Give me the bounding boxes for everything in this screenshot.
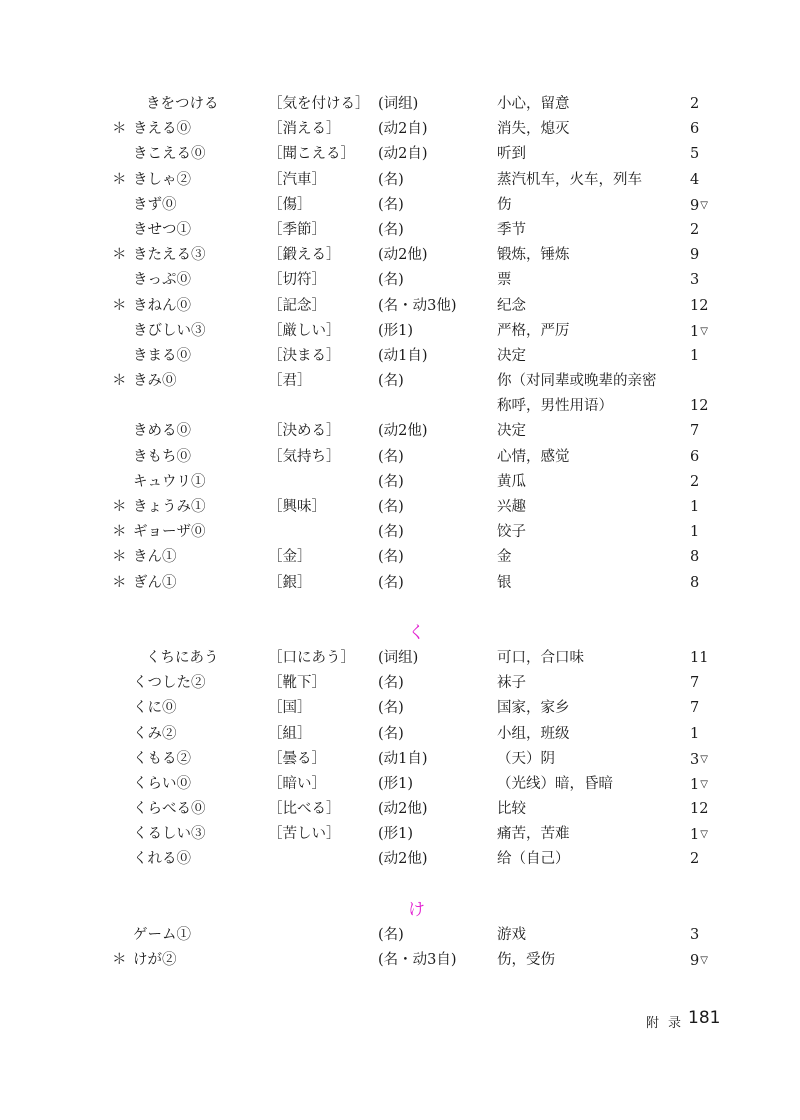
entry-kana: きっぷ⓪ [133,272,191,289]
entry-meaning: 银 [497,574,512,591]
vocab-row [0,92,800,117]
entry-kanji: ［汽車］ [268,171,326,188]
entry-kana: きしゃ② [133,171,191,188]
entry-meaning: 心情，感觉 [497,448,570,465]
part-of-speech: (动2自) [378,121,428,138]
vocab-row [0,394,800,419]
lesson-value: 2 [690,96,700,112]
vocabulary-list [0,92,800,973]
vocab-row [0,696,800,721]
vocab-row [0,571,800,596]
entry-meaning: 严格，严厉 [497,322,570,339]
entry-meaning: 国家，家乡 [497,700,570,717]
lesson-value: 8 [690,574,700,591]
lesson-value: 1 [690,725,700,742]
vocab-row [0,369,800,394]
vocab-row [0,445,800,470]
lesson-number [690,696,699,721]
entry-kanji: ［比べる］ [268,801,341,818]
section-gap [0,596,800,621]
entry-kana: けが② [133,952,177,968]
entry-meaning: 兴趣 [497,499,526,515]
entry-kana: きせつ① [133,221,191,238]
vocab-row [0,797,800,822]
vocab-row [0,948,800,973]
vocab-row [0,243,800,268]
entry-meaning: 饺子 [497,524,526,541]
part-of-speech: (动1自) [378,347,428,364]
entry-kana: きこえる⓪ [133,146,206,163]
entry-meaning: 袜子 [497,675,526,692]
entry-kana: キュウリ① [133,473,206,490]
part-of-speech: (名) [378,549,404,566]
lesson-number [690,142,699,167]
entry-kanji: ［銀］ [268,574,312,591]
lesson-number [690,495,699,520]
vocab-row [0,722,800,747]
part-of-speech: (名) [378,700,404,717]
entry-kana: くらべる⓪ [133,801,206,818]
lesson-value: 7 [690,675,700,692]
entry-meaning: 伤 [497,196,512,213]
vocab-row [0,168,800,193]
entry-meaning: 游戏 [497,926,526,943]
entry-kanji: ［傷］ [268,196,312,213]
lesson-number [690,92,699,117]
entry-kana: きねん⓪ [133,297,191,314]
entry-meaning: 决定 [497,423,526,440]
entry-meaning: 季节 [497,221,526,238]
lesson-number [690,218,699,243]
entry-meaning: （光线）暗，昏暗 [497,775,613,792]
lesson-value: 7 [690,423,700,440]
vocab-row [0,646,800,671]
entry-meaning: 蒸汽机车，火车，列车 [497,171,642,188]
lesson-value: 9 [690,197,700,214]
vocab-row [0,520,800,545]
page-footer [0,1006,800,1036]
vocab-row [0,772,800,797]
triangle-mark-icon: ▽ [700,778,708,790]
vocab-row [0,268,800,293]
entry-kana: ゲーム① [133,926,191,943]
entry-meaning: 小心，留意 [497,96,570,112]
lesson-value: 1 [690,323,700,340]
lesson-value: 2 [690,851,700,868]
part-of-speech: (名) [378,499,404,515]
lesson-value: 12 [690,297,709,314]
part-of-speech: (动2自) [378,146,428,163]
entry-meaning: 锻炼，锤炼 [497,247,570,264]
lesson-value: 3 [690,751,700,768]
entry-kanji: ［組］ [268,725,312,742]
entry-meaning: 称呼，男性用语） [497,398,613,415]
entry-kanji: ［決まる］ [268,347,341,364]
lesson-number [690,847,699,872]
star-mark: ＊ [112,574,127,591]
entry-meaning: 金 [497,549,512,566]
entry-meaning: 痛苦，苦难 [497,826,570,843]
entry-kanji: ［苦しい］ [268,826,341,843]
entry-kana: きまる⓪ [133,347,191,364]
entry-kana: くらい⓪ [133,775,191,792]
star-mark: ＊ [112,121,127,138]
section-heading-text: く [408,622,425,643]
vocab-row [0,117,800,142]
entry-kana: くもる② [133,750,191,767]
vocab-row [0,545,800,570]
entry-meaning: 黄瓜 [497,473,526,490]
entry-kana: きびしい③ [133,322,206,339]
entry-kanji: ［気持ち］ [268,448,341,465]
entry-kanji: ［曇る］ [268,750,326,767]
part-of-speech: (词组) [378,96,419,112]
lesson-number [690,117,699,142]
lesson-value: 1 [690,827,700,844]
entry-kanji: ［興味］ [268,499,326,515]
lesson-value: 3 [690,272,700,289]
lesson-value: 5 [690,146,700,163]
entry-kanji: ［国］ [268,700,312,717]
entry-meaning: 可口，合口味 [497,649,584,666]
vocab-row [0,470,800,495]
entry-kana: きたえる③ [133,247,206,264]
lesson-value: 12 [690,801,709,818]
lesson-number [690,243,699,268]
part-of-speech: (名・动3他) [378,297,457,314]
star-mark: ＊ [112,297,127,314]
entry-kanji: ［厳しい］ [268,322,341,339]
lesson-value: 12 [690,398,709,415]
entry-meaning: 比较 [497,801,526,818]
lesson-number [690,268,699,293]
lesson-number [690,571,699,596]
lesson-number [690,168,699,193]
section-gap [0,873,800,898]
triangle-mark-icon: ▽ [700,753,708,765]
lesson-number [690,294,708,319]
entry-kana: くちにあう [146,649,219,666]
entry-kana: きん① [133,549,177,566]
entry-kanji: ［消える］ [268,121,341,138]
lesson-value: 6 [690,448,700,465]
lesson-value: 3 [690,926,700,943]
entry-kanji: ［気を付ける］ [268,96,370,112]
entry-kana: きず⓪ [133,196,177,213]
star-mark: ＊ [112,171,127,188]
section-heading [0,898,800,923]
part-of-speech: (名) [378,524,404,541]
lesson-number [690,419,699,444]
entry-kana: ぎん① [133,574,177,591]
entry-meaning: 小组，班级 [497,725,570,742]
lesson-value: 4 [690,171,700,188]
lesson-number [690,193,708,219]
entry-meaning: 给（自己） [497,851,570,868]
part-of-speech: (名) [378,675,404,692]
part-of-speech: (名) [378,221,404,238]
entry-kanji: ［聞こえる］ [268,146,355,163]
entry-kana: きえる⓪ [133,121,191,138]
section-heading-text: け [408,899,425,920]
entry-kanji: ［君］ [268,373,312,390]
lesson-number [690,319,708,345]
entry-kana: きもち⓪ [133,448,191,465]
triangle-mark-icon: ▽ [700,199,708,211]
part-of-speech: (动2他) [378,247,428,264]
lesson-number [690,797,708,822]
vocab-row [0,495,800,520]
entry-kana: くれる⓪ [133,851,191,868]
lesson-number [690,747,708,773]
lesson-number [690,772,708,798]
entry-kanji: ［暗い］ [268,775,326,792]
lesson-number [690,948,708,974]
lesson-value: 9 [690,953,700,969]
lesson-value: 9 [690,247,700,264]
vocab-row [0,847,800,872]
lesson-number [690,822,708,848]
part-of-speech: (形1) [378,775,414,792]
entry-meaning: 票 [497,272,512,289]
star-mark: ＊ [112,247,127,264]
lesson-number [690,671,699,696]
section-heading [0,621,800,646]
lesson-value: 2 [690,473,700,490]
part-of-speech: (名) [378,272,404,289]
star-mark: ＊ [112,524,127,541]
lesson-number [690,470,699,495]
entry-kanji: ［靴下］ [268,675,326,692]
lesson-number [690,520,699,545]
part-of-speech: (动2他) [378,801,428,818]
lesson-number [690,545,699,570]
triangle-mark-icon: ▽ [700,325,708,337]
triangle-mark-icon: ▽ [700,829,708,841]
entry-meaning: 纪念 [497,297,526,314]
entry-kana: くに⓪ [133,700,177,717]
star-mark: ＊ [112,499,127,515]
vocab-row [0,319,800,344]
vocab-row [0,344,800,369]
entry-meaning: 伤，受伤 [497,952,555,968]
vocab-row [0,294,800,319]
lesson-value: 1 [690,499,700,515]
part-of-speech: (名) [378,448,404,465]
lesson-value: 11 [690,649,709,666]
vocab-row [0,193,800,218]
part-of-speech: (动2他) [378,423,428,440]
lesson-value: 8 [690,549,700,566]
vocab-row [0,822,800,847]
page-number: 181 [688,1008,721,1028]
part-of-speech: (名) [378,196,404,213]
part-of-speech: (动2他) [378,851,428,868]
part-of-speech: (动1自) [378,750,428,767]
vocab-row [0,747,800,772]
entry-kanji: ［決める］ [268,423,341,440]
lesson-value: 7 [690,700,700,717]
part-of-speech: (词组) [378,649,419,666]
entry-kana: きをつける [146,96,219,112]
part-of-speech: (名) [378,171,404,188]
lesson-number [690,646,708,671]
vocab-row [0,923,800,948]
lesson-value: 1 [690,347,700,364]
lesson-number [690,722,699,747]
part-of-speech: (名) [378,725,404,742]
entry-kana: ギョーザ⓪ [133,524,206,541]
lesson-number [690,923,699,948]
lesson-number [690,445,699,470]
entry-kana: きめる⓪ [133,423,191,440]
entry-kanji: ［切符］ [268,272,326,289]
entry-kana: くつした② [133,675,206,692]
triangle-mark-icon: ▽ [700,955,708,966]
entry-kanji: ［金］ [268,549,312,566]
lesson-value: 6 [690,121,700,138]
entry-meaning: 你（对同辈或晚辈的亲密 [497,373,657,390]
entry-kanji: ［口にあう］ [268,649,355,666]
entry-kana: くみ② [133,725,177,742]
entry-meaning: （天）阴 [497,750,555,767]
lesson-value: 2 [690,221,700,238]
entry-meaning: 听到 [497,146,526,163]
part-of-speech: (形1) [378,826,414,843]
entry-kanji: ［季節］ [268,221,326,238]
star-mark: ＊ [112,952,127,968]
entry-kana: きょうみ① [133,499,206,515]
lesson-number [690,344,699,369]
vocab-row [0,218,800,243]
appendix-label: 附录 [646,1016,691,1031]
lesson-value: 1 [690,524,700,541]
star-mark: ＊ [112,373,127,390]
part-of-speech: (名) [378,373,404,390]
star-mark: ＊ [112,549,127,566]
part-of-speech: (名・动3自) [378,952,457,968]
lesson-value: 1 [690,776,700,793]
entry-meaning: 消失，熄灭 [497,121,570,138]
vocab-row [0,419,800,444]
entry-kanji: ［鍛える］ [268,247,341,264]
vocab-row [0,671,800,696]
entry-kana: くるしい③ [133,826,206,843]
part-of-speech: (名) [378,473,404,490]
entry-meaning: 决定 [497,347,526,364]
part-of-speech: (名) [378,926,404,943]
vocab-row [0,142,800,167]
part-of-speech: (名) [378,574,404,591]
lesson-number [690,394,708,419]
part-of-speech: (形1) [378,322,414,339]
entry-kanji: ［記念］ [268,297,326,314]
entry-kana: きみ⓪ [133,373,177,390]
